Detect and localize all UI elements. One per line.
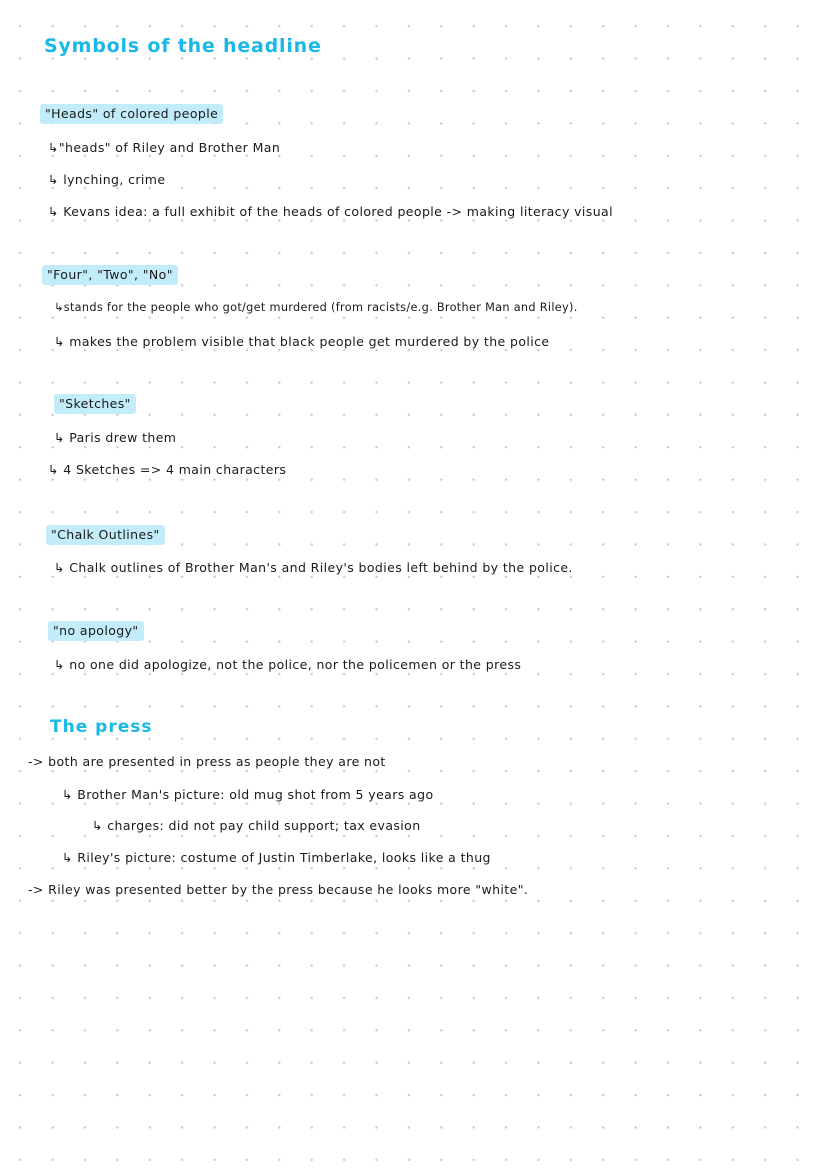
note-line: ↳ 4 Sketches => 4 main characters [48, 462, 287, 477]
note-line: ↳ Paris drew them [54, 430, 177, 445]
heading-four-two-no: "Four", "Two", "No" [42, 265, 178, 285]
heading-heads: "Heads" of colored people [40, 104, 223, 124]
page-title: Symbols of the headline [44, 35, 322, 57]
note-line: ↳ Chalk outlines of Brother Man's and Riley's bodies left behind by the police. [54, 560, 573, 575]
note-line: ↳"heads" of Riley and Brother Man [48, 140, 281, 155]
note-line: ↳ charges: did not pay child support; tax evasion [92, 818, 421, 833]
note-line: ↳ Kevans idea: a full exhibit of the heads of colored people -> making literacy visual [48, 204, 613, 219]
note-line: ↳ lynching, crime [48, 172, 166, 187]
note-line: -> both are presented in press as people they are not [28, 754, 386, 769]
heading-sketches: "Sketches" [54, 394, 136, 414]
press-title: The press [50, 717, 153, 737]
note-line: ↳ makes the problem visible that black people get murdered by the police [54, 334, 550, 349]
heading-chalk-outlines: "Chalk Outlines" [46, 525, 165, 545]
note-line: -> Riley was presented better by the press because he looks more "white". [28, 882, 529, 897]
note-line: ↳ Riley's picture: costume of Justin Timberlake, looks like a thug [62, 850, 491, 865]
note-line: ↳ no one did apologize, not the police, nor the policemen or the press [54, 657, 522, 672]
heading-no-apology: "no apology" [48, 621, 144, 641]
note-line: ↳ Brother Man's picture: old mug shot from 5 years ago [62, 787, 434, 802]
note-line: ↳stands for the people who got/get murdered (from racists/e.g. Brother Man and Riley). [54, 301, 578, 314]
